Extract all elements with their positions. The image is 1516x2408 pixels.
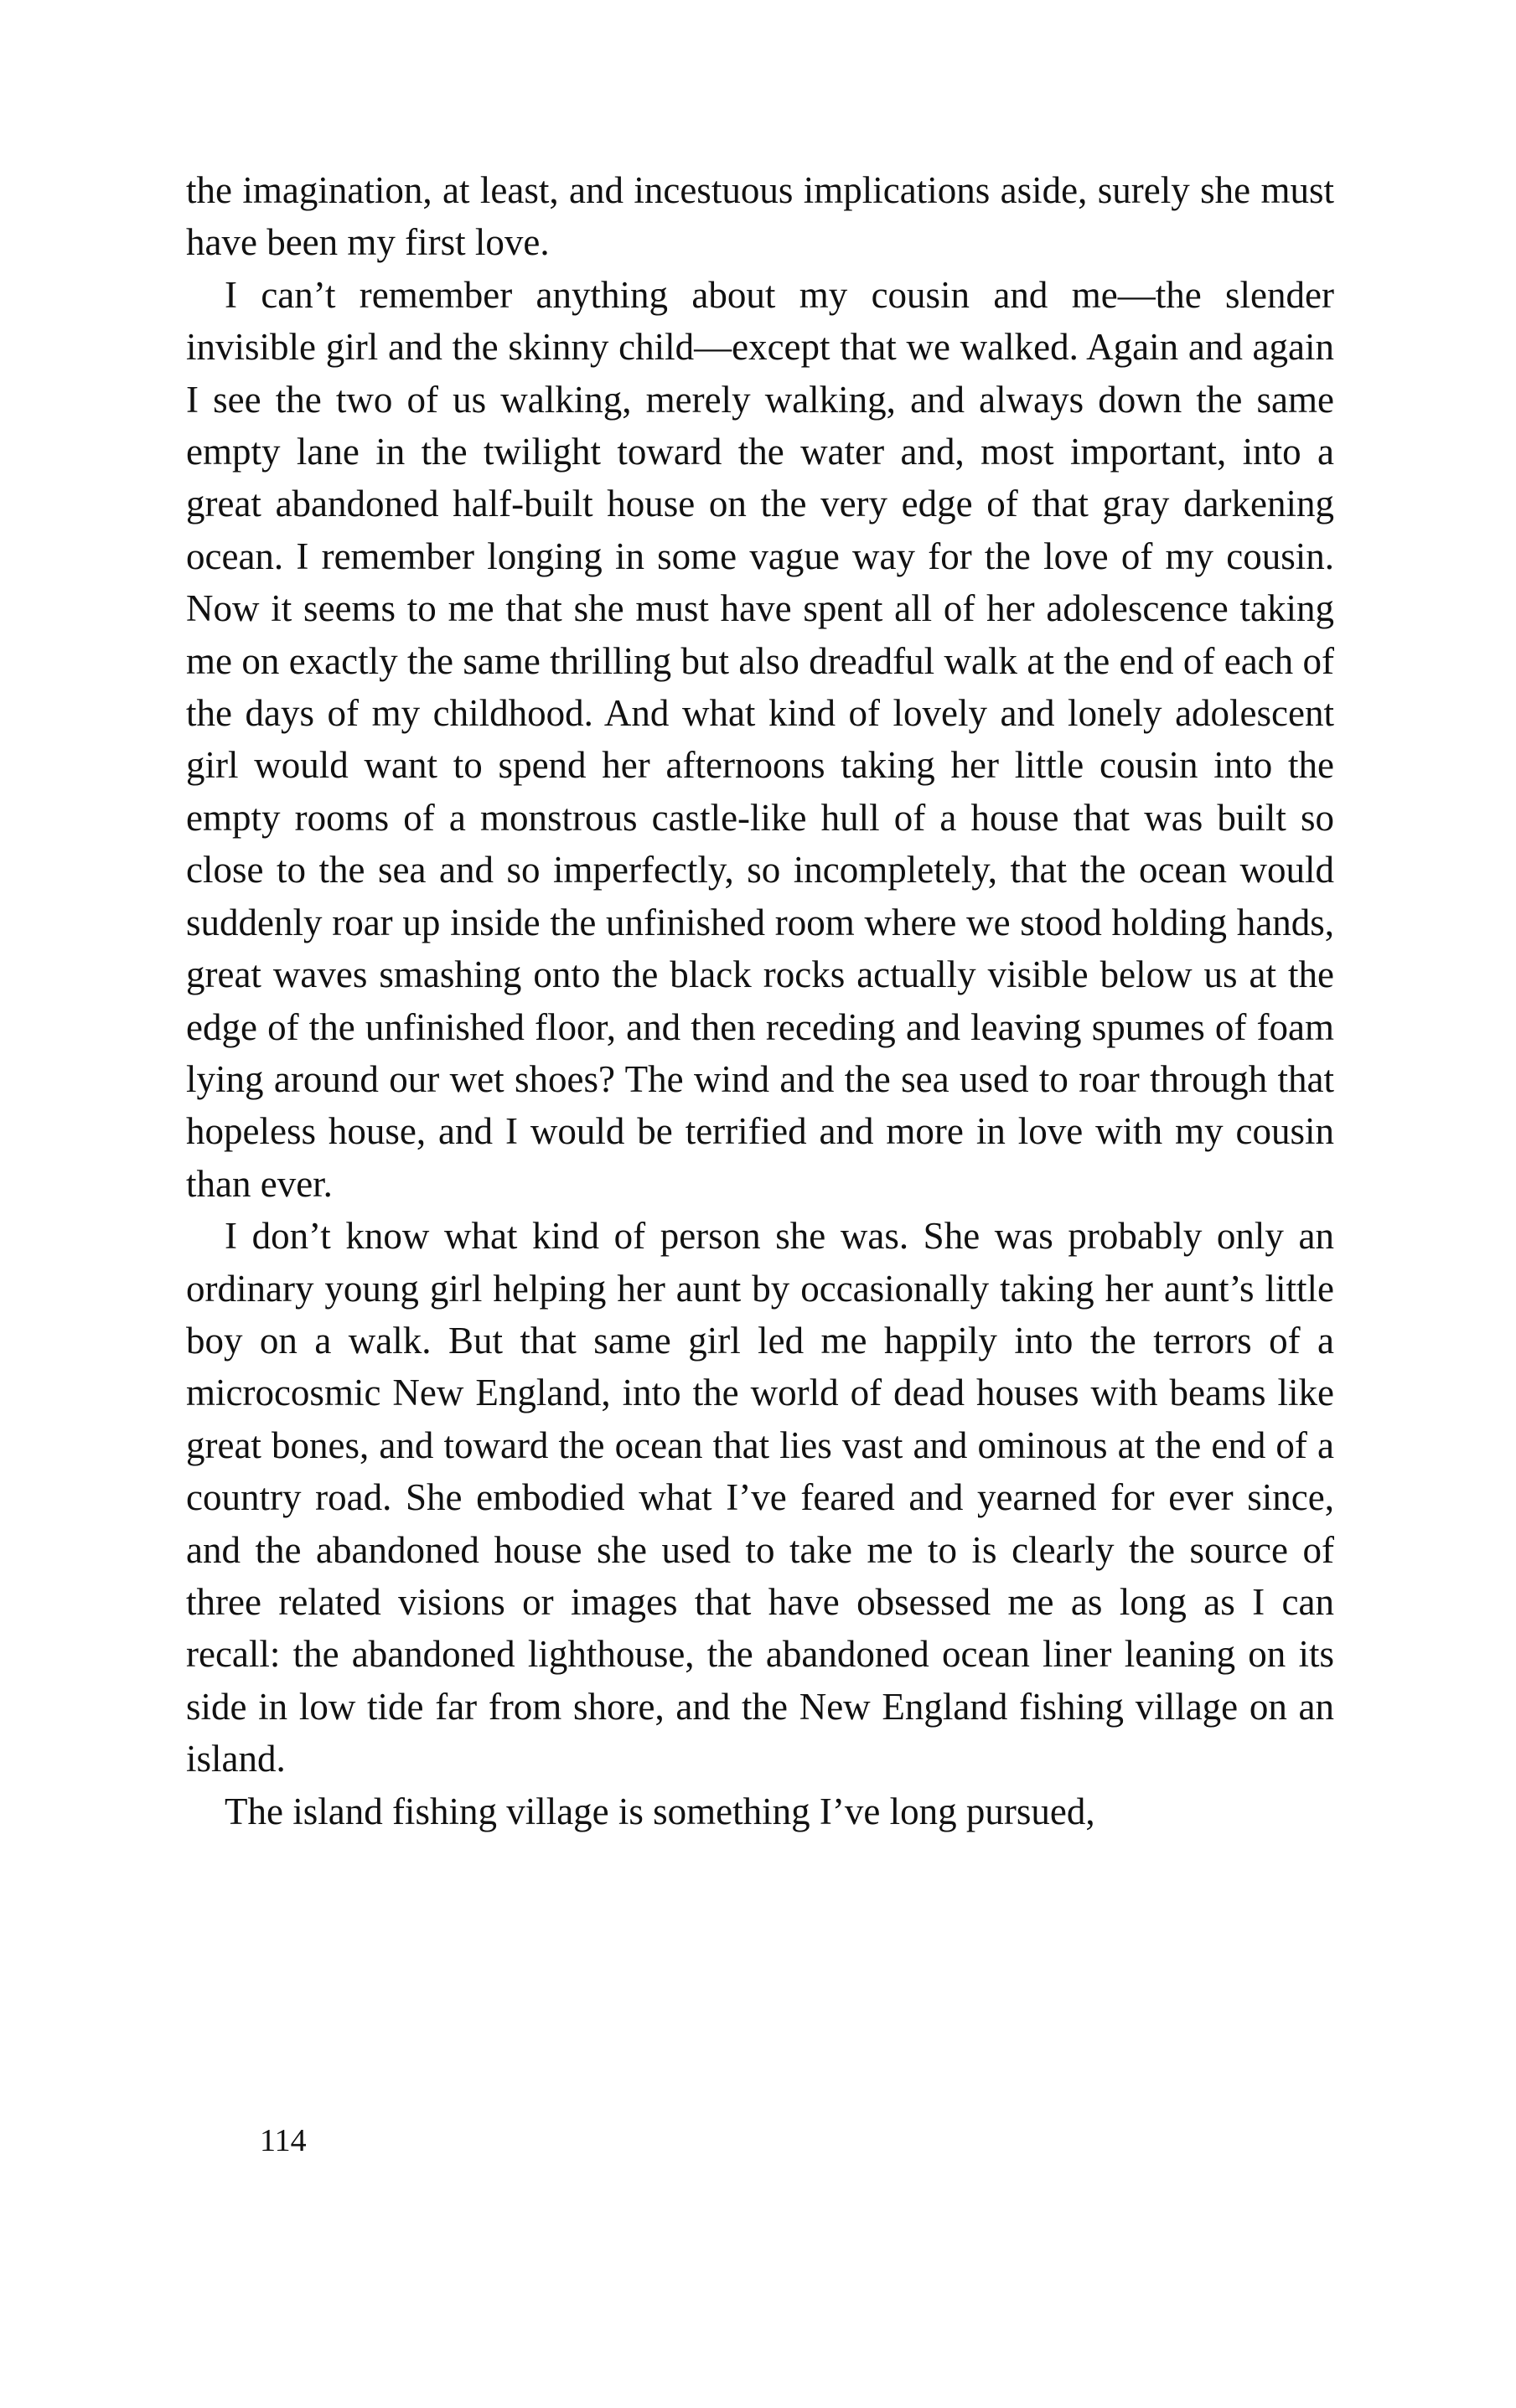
paragraph-continuation: the imagination, at least, and incestuous implications aside, surely she must have been my first love. bbox=[186, 169, 1334, 264]
paragraph-cousin-walks: I can’t remember anything about my cousin and me—the slender invisible girl and the skinny child—except that we walked. Again and again I see the two of us walking, merely walking, and always down the same empty lane in the twilight toward the water and, most important, into a great abandoned half-built house on the very edge of that gray darkening ocean. I remember longing in some vague way for the love of my cousin. Now it seems to me that she must have spent all of her adolescence taking me on exactly the same thrilling but also dreadful walk at the end of each of the days of my childhood. And what kind of lovely and lonely adolescent girl would want to spend her afternoons taking her little cousin into the empty rooms of a monstrous castle-like hull of a house that was built so close to the sea and so imperfectly, so incompletely, that the ocean would suddenly roar up inside the unfinished room where we stood holding hands, great waves smashing onto the black rocks actually visible below us at the edge of the unfinished floor, and then receding and leaving spumes of foam lying around our wet shoes? The wind and the sea used to roar through that hopeless house, and I would be terrified and more in love with my cousin than ever. bbox=[186, 273, 1334, 1205]
page-number: 114 bbox=[260, 2123, 307, 2158]
body-text bbox=[186, 164, 1334, 1837]
paragraph-island-village: The island fishing village is something I’ve long pursued, bbox=[225, 1790, 1095, 1832]
paragraph-ordinary-girl: I don’t know what kind of person she was. She was probably only an ordinary young girl helping her aunt by occasionally taking her aunt’s little boy on a walk. But that same girl led me happily into the terrors of a microcosmic New England, into the world of dead houses with beams like great bones, and toward the ocean that lies vast and ominous at the end of a country road. She embodied what I’ve feared and yearned for ever since, and the abandoned house she used to take me to is clearly the source of three related visions or images that have obsessed me as long as I can recall: the abandoned lighthouse, the abandoned ocean liner leaning on its side in low tide far from shore, and the New England fishing village on an island. bbox=[186, 1215, 1334, 1780]
